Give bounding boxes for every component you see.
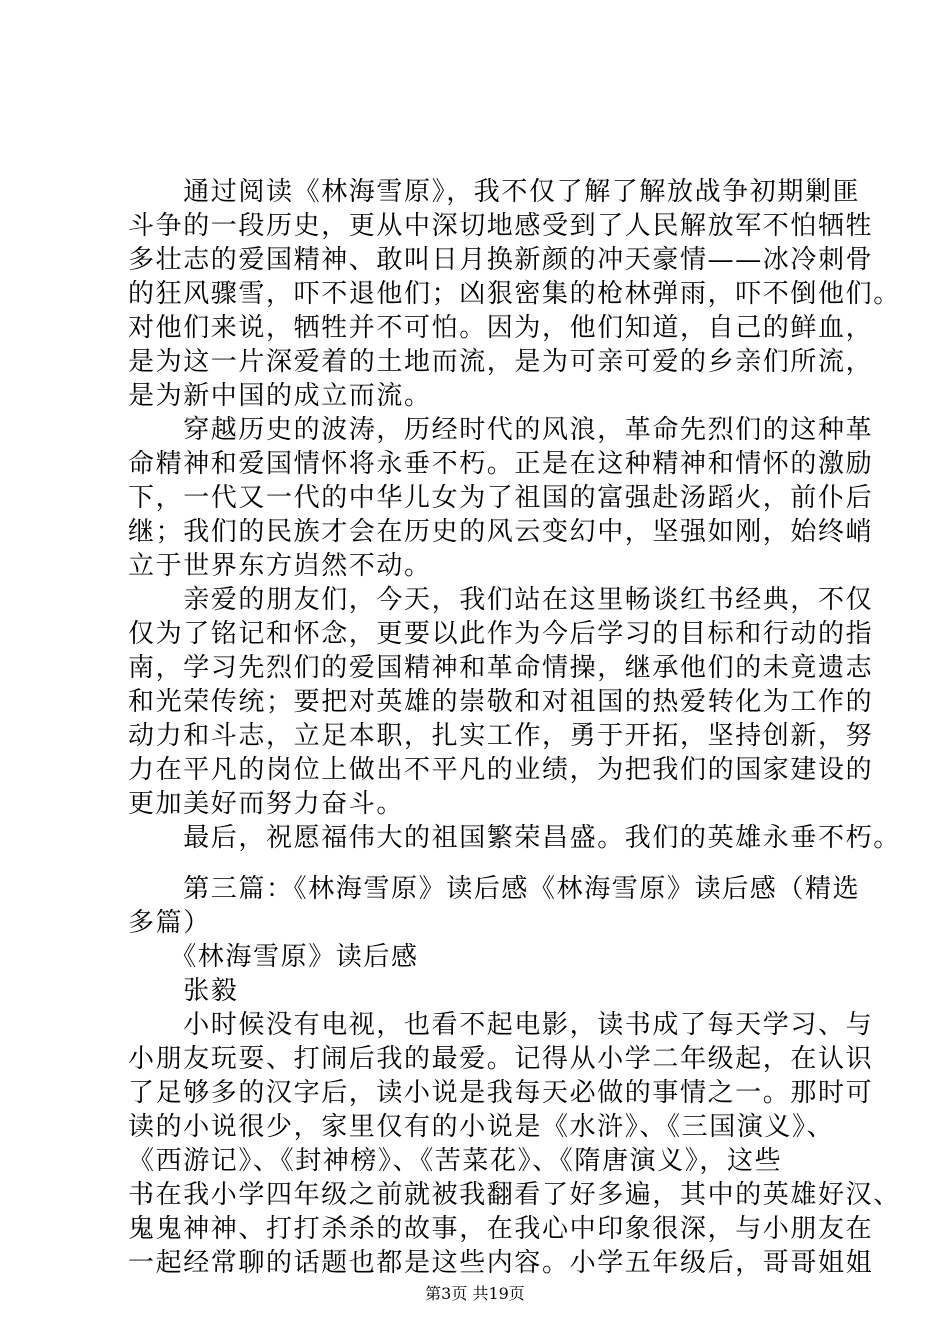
text-line: 仅为了铭记和怀念，更要以此作为今后学习的目标和行动的指 — [128, 619, 874, 649]
text-line: 读的小说很少，家里仅有的小说是《水浒》、《三国演义》、 — [128, 1112, 835, 1142]
section-heading-line: 多篇） — [128, 908, 211, 938]
text-line: 一起经常聊的话题也都是这些内容。小学五年级后，哥哥姐姐 — [128, 1248, 874, 1278]
section-heading-line: 第三篇：《林海雪原》读后感《林海雪原》读后感（精选 — [128, 874, 861, 904]
text-line: 的狂风骤雪，吓不退他们；凶狠密集的枪林弹雨，吓不倒他们。 — [128, 279, 901, 309]
text-line: 最后，祝愿福伟大的祖国繁荣昌盛。我们的英雄永垂不朽。 — [128, 823, 901, 853]
text-line: 斗争的一段历史，更从中深切地感受到了人民解放军不怕牺牲 — [128, 211, 874, 241]
text-line: 多壮志的爱国精神、敢叫日月换新颜的冲天豪情——冰冷刺骨 — [128, 245, 874, 275]
text-line: 通过阅读《林海雪原》，我不仅了解了解放战争初期剿匪 — [128, 177, 861, 207]
text-line: 动力和斗志，立足本职，扎实工作，勇于开拓，坚持创新，努 — [128, 721, 874, 751]
page-footer: 第3页 共19页 — [425, 1284, 525, 1303]
text-line: 下，一代又一代的中华儿女为了祖国的富强赴汤蹈火，前仆后 — [128, 483, 874, 513]
text-line: 小时候没有电视，也看不起电影，读书成了每天学习、与 — [128, 1010, 874, 1040]
text-line: 对他们来说，牺牲并不可怕。因为，他们知道，自己的鲜血， — [128, 313, 874, 343]
text-line: 继；我们的民族才会在历史的风云变幻中，坚强如刚，始终峭 — [128, 517, 874, 547]
text-line: 命精神和爱国情怀将永垂不朽。正是在这种精神和情怀的激励 — [128, 449, 874, 479]
text-line: 更加美好而努力奋斗。 — [128, 789, 405, 819]
text-line: 小朋友玩耍、打闹后我的最爱。记得从小学二年级起，在认识 — [128, 1044, 874, 1074]
text-line: 了足够多的汉字后，读小说是我每天必做的事情之一。那时可 — [128, 1078, 874, 1108]
text-line: 是为这一片深爱着的土地而流，是为可亲可爱的乡亲们所流， — [128, 347, 874, 377]
text-line: 和光荣传统；要把对英雄的崇敬和对祖国的热爱转化为工作的 — [128, 687, 874, 717]
text-line: 书在我小学四年级之前就被我翻看了好多遍，其中的英雄好汉、 — [128, 1180, 901, 1210]
text-line: 南，学习先烈们的爱国精神和革命情操，继承他们的未竟遗志 — [128, 653, 874, 683]
text-line: 穿越历史的波涛，历经时代的风浪，革命先烈们的这种革 — [128, 415, 874, 445]
article-title: 《林海雪原》读后感 — [128, 942, 419, 972]
text-line: 是为新中国的成立而流。 — [128, 381, 432, 411]
text-line: 《西游记》、《封神榜》、《苦菜花》、《隋唐演义》，这些 — [128, 1146, 783, 1176]
text-line: 力在平凡的岗位上做出不平凡的业绩，为把我们的国家建设的 — [128, 755, 874, 785]
text-line: 立于世界东方岿然不动。 — [128, 551, 432, 581]
author-name: 张毅 — [128, 976, 239, 1006]
text-line: 鬼鬼神神、打打杀杀的故事，在我心中印象很深，与小朋友在 — [128, 1214, 874, 1244]
text-line: 亲爱的朋友们，今天，我们站在这里畅谈红书经典，不仅 — [128, 585, 874, 615]
